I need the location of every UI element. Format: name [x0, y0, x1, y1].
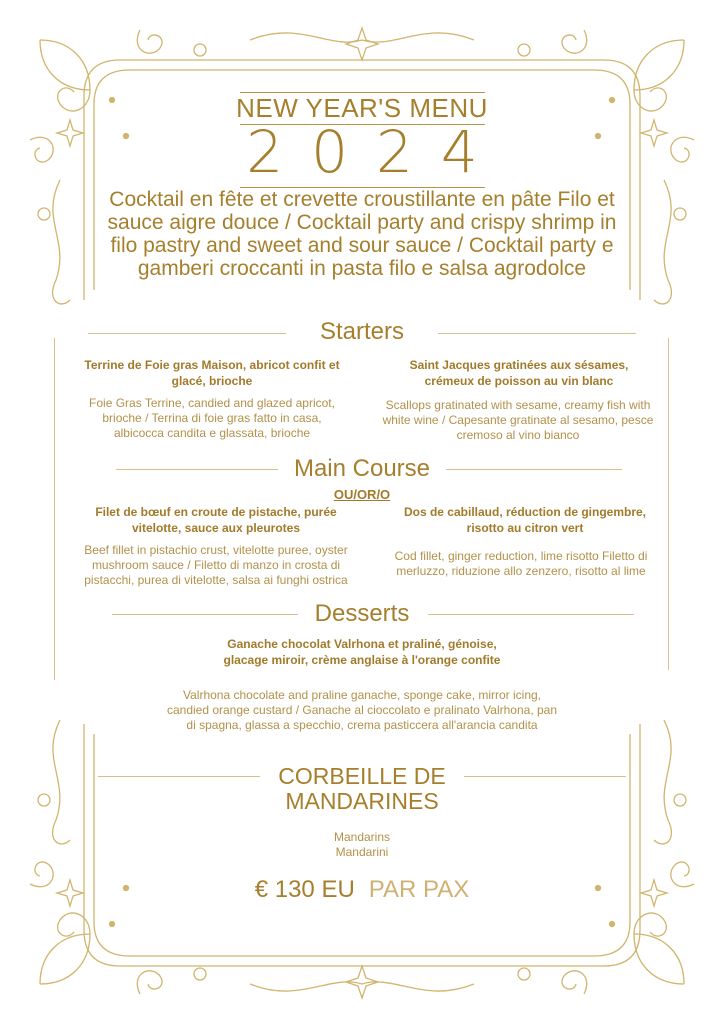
corbeille-right-rule: [464, 776, 626, 777]
main-left-dish: Filet de bœuf en croute de pistache, purée vitelotte, sauce aux pleurotes: [95, 505, 337, 535]
desserts-right-rule: [428, 614, 634, 615]
corbeille-left-rule: [98, 776, 260, 777]
starters-heading: Starters: [319, 318, 405, 345]
corbeille-heading: CORBEILLE DE MANDARINES: [278, 763, 446, 814]
main-right-dish: Dos de cabillaud, réduction de gingembre, risotto au citron vert: [403, 505, 647, 535]
menu-year: 2024: [246, 118, 506, 186]
starter-right-dish: Saint Jacques gratinées aux sésames, crémeux de poisson au vin blanc: [409, 358, 629, 388]
corbeille-line-2: Mandarini: [335, 845, 389, 859]
left-vertical-rule: [54, 338, 55, 680]
corbeille-line-1: Mandarins: [333, 830, 391, 844]
dessert-dish: Ganache chocolat Valrhona et praliné, génoise, glacage miroir, crème anglaise à l'orange confite: [223, 637, 501, 667]
main-right-rule: [446, 469, 622, 470]
starter-left-dish: Terrine de Foie gras Maison, abricot confit et glacé, brioche: [84, 358, 340, 388]
title-top-rule: [240, 92, 485, 93]
desserts-heading: Desserts: [314, 600, 410, 627]
main-heading: Main Course: [293, 455, 431, 482]
price-per: PAR PAX: [368, 876, 470, 903]
starters-right-rule: [438, 333, 636, 334]
main-left-desc: Beef fillet in pistachio crust, vitelotte puree, oyster mushroom sauce / Filetto di manzo in crosta di pistacchi, purea di vitelotte, salsa ai funghi ostrica: [84, 543, 348, 587]
cocktail-course: Cocktail en fête et crevette croustillante en pâte Filo et sauce aigre douce / Cocktail party and crispy shrimp in filo pastry and sweet and sour sauce / Cocktail party e gamberi croccanti in pasta filo e salsa agrodolce: [107, 188, 617, 280]
menu-title: NEW YEAR'S MENU: [236, 93, 488, 123]
price-line: [0, 876, 724, 904]
main-right-desc: Cod fillet, ginger reduction, lime risotto Filetto di merluzzo, riduzione allo zenzero, risotto al lime: [394, 549, 648, 578]
or-label: OU/OR/O: [333, 487, 391, 502]
starter-right-desc: Scallops gratinated with sesame, creamy fish with white wine / Capesante gratinate al sesamo, pesce cremoso al vino bianco: [382, 398, 654, 442]
starter-left-desc: Foie Gras Terrine, candied and glazed apricot, brioche / Terrina di foie gras fatto in casa, albicocca candita e glassata, brioche: [89, 396, 335, 440]
dessert-desc: Valrhona chocolate and praline ganache, sponge cake, mirror icing, candied orange custard / Ganache al cioccolato e pralinato Valrhona, pan di spagna, glassa a specchio, crema pasticcera all'arancia candita: [166, 688, 558, 732]
price-amount: € 130 EU: [254, 876, 355, 903]
